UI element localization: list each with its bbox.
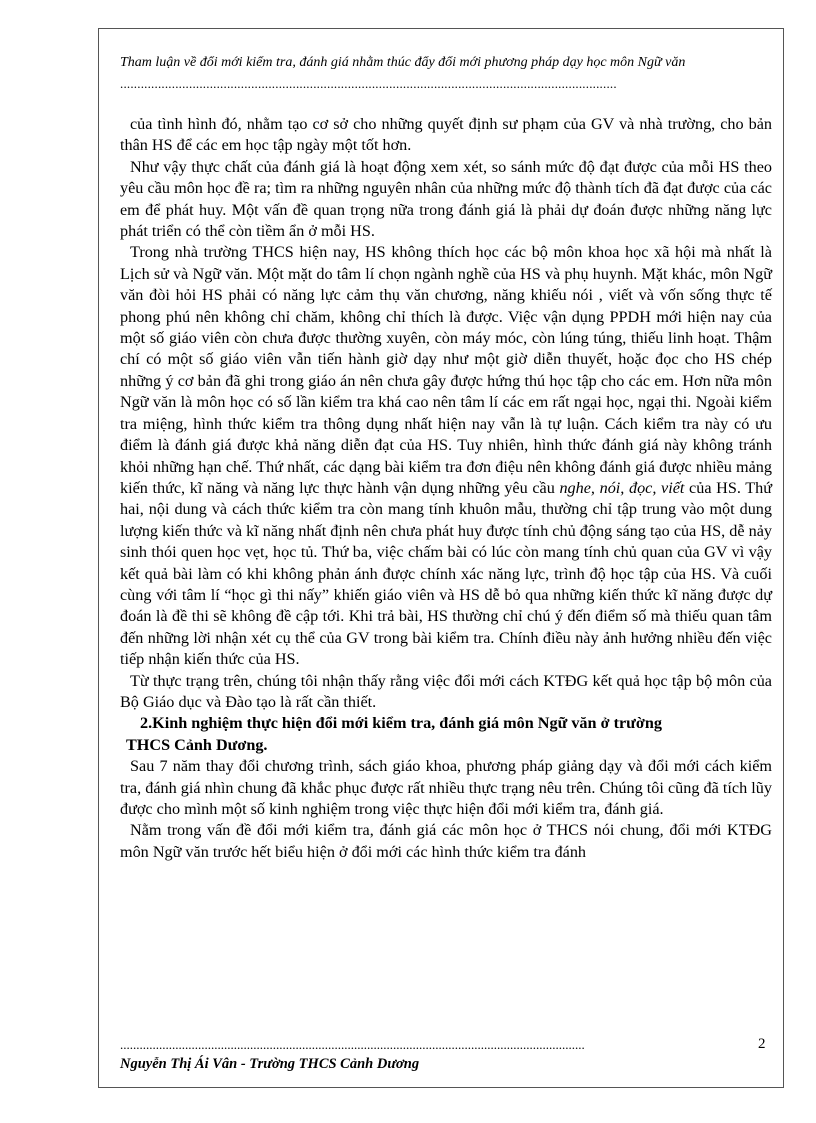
paragraph-5: Sau 7 năm thay đổi chương trình, sách giáo khoa, phương pháp giảng dạy và đổi mới cách kiểm tra, đánh giá nhìn chung đã khắc phục được rất nhiều thực trạng nêu trên. Chúng tôi cũng đã tích lũy được cho mình một số kinh nghiệm trong việc thực hiện đổi mới kiểm tra, đánh giá. [120,757,772,818]
page-number: 2 [758,1036,766,1052]
page-header-title: Tham luận về đổi mới kiểm tra, đánh giá nhằm thúc đẩy đổi mới phương pháp dạy học môn Ngữ văn [120,55,686,70]
page-footer-author: Nguyễn Thị Ái Vân - Trường THCS Cảnh Dương [120,1056,420,1072]
footer-dotted-rule: ............................................................................................................................................... [120,1037,585,1052]
paragraph-3-part-b: của HS. Thứ hai, nội dung và cách thức kiểm tra còn mang tính khuôn mẫu, thường chỉ tập trung vào một dung lượng kiến thức và kĩ năng nhất định nên chưa phát huy được tính chủ động sáng tạo của HS, dễ nảy sinh thói quen học vẹt, học tủ. Thứ ba, việc chấm bài có lúc còn mang tính chủ quan của GV vì vậy kết quả bài làm có khi không phản ánh được chính xác năng lực, trình độ học tập của HS. Và cuối cùng với tâm lí “học gì thi nấy” khiến giáo viên và HS dễ bỏ qua những kiến thức kĩ năng được dự đoán là đề thi sẽ không đề cập tới. Khi trả bài, HS thường chỉ chú ý đến điểm số mà thiếu quan tâm đến những lời nhận xét cụ thể của GV trong bài kiểm tra. Chính điều này ảnh hưởng nhiều đến việc tiếp nhận kiến thức của HS. [120,478,772,669]
paragraph-6: Nằm trong vấn đề đổi mới kiểm tra, đánh giá các môn học ở THCS nói chung, đổi mới KTĐG môn Ngữ văn trước hết biểu hiện ở đổi mới các hình thức kiểm tra đánh [120,821,772,861]
paragraph-1: của tình hình đó, nhằm tạo cơ sở cho những quyết định sư phạm của GV và nhà trường, cho bản thân HS để các em học tập ngày một tốt hơn. [120,115,772,155]
paragraph-3 [120,242,772,670]
section-heading-line-2: THCS Cảnh Dương. [126,735,268,754]
paragraph-2: Như vậy thực chất của đánh giá là hoạt động xem xét, so sánh mức độ đạt được của mỗi HS theo yêu cầu môn học đề ra; tìm ra những nguyên nhân của những mức độ thành tích đã đạt được của các em để phát huy. Một vấn đề quan trọng nữa trong đánh giá là phải dự đoán được những năng lực phát triển có thể còn tiềm ẩn ở mỗi HS. [120,157,772,241]
header-dotted-rule: ................................................................................................................................................ [120,76,617,91]
document-body [120,114,772,863]
paragraph-3-emphasis: nghe, nói, đọc, viết [559,478,685,497]
section-heading [120,713,772,756]
paragraph-3-part-a: Trong nhà trường THCS hiện nay, HS không thích học các bộ môn khoa học xã hội mà nhất là Lịch sử và Ngữ văn. Một mặt do tâm lí chọn ngành nghề của HS và phụ huynh. Mặt khác, môn Ngữ văn đòi hỏi HS phải có năng lực cảm thụ văn chương, năng khiếu nói , viết và vốn sống thực tế phong phú nên không chỉ chăm, không chỉ thích là được. Việc vận dụng PPDH mới hiện nay của một số giáo viên còn chưa được thường xuyên, còn máy móc, còn lúng túng, thiếu linh hoạt. Thậm chí có một số giáo viên vẫn tiến hành giờ dạy như một giờ diễn thuyết, hoặc đọc cho HS chép những ý cơ bản đã ghi trong giáo án nên chưa gây được hứng thú học tập cho các em. Hơn nữa môn Ngữ văn là môn học có số lần kiểm tra khá cao nên tâm lí các em rất ngại học, ngại thi. Ngoài kiểm tra miệng, hình thức kiểm tra thông dụng nhất hiện nay vẫn là tự luận. Cách kiểm tra này có ưu điểm là đánh giá được khả năng diễn đạt của HS. Tuy nhiên, hình thức đánh giá này không tránh khỏi những hạn chế. Thứ nhất, các dạng bài kiểm tra đơn điệu nên không đánh giá được nhiều mảng kiến thức, kĩ năng và năng lực thực hành vận dụng những yêu cầu [120,243,772,497]
paragraph-4: Từ thực trạng trên, chúng tôi nhận thấy rằng việc đổi mới cách KTĐG kết quả học tập bộ môn của Bộ Giáo dục và Đào tạo là rất cần thiết. [120,671,772,711]
section-heading-line-1: 2.Kinh nghiệm thực hiện đổi mới kiểm tra, đánh giá môn Ngữ văn ở trường [140,714,662,733]
